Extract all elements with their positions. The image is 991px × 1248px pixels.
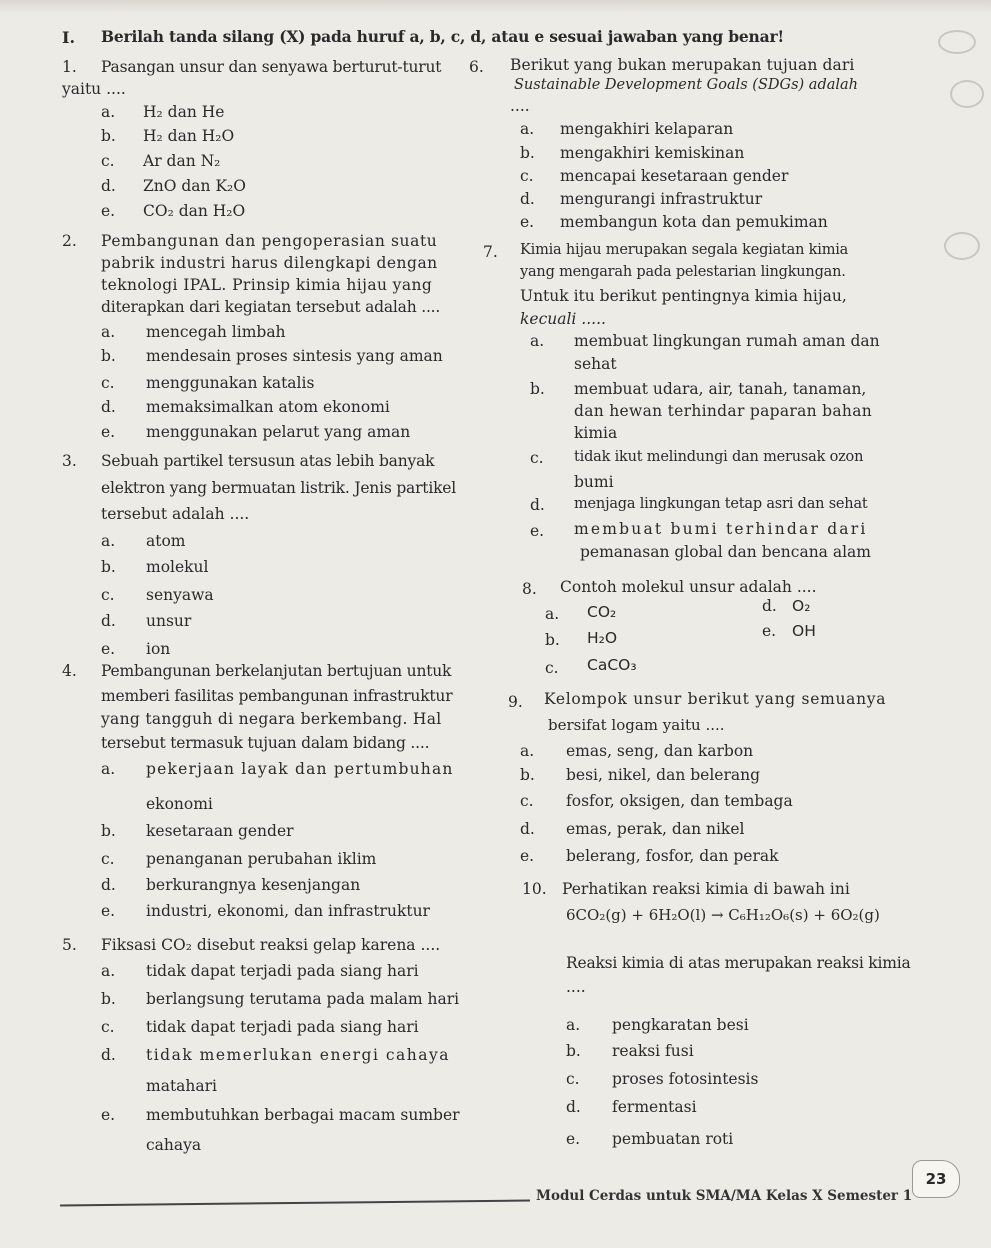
q4-option-d: berkurangnya kesenjangan bbox=[146, 876, 361, 894]
q4-number: 4. bbox=[62, 662, 77, 680]
margin-decoration bbox=[938, 30, 976, 54]
q5-option-d: tidak memerlukan energi cahaya bbox=[146, 1046, 450, 1064]
q7-stem: Kimia hijau merupakan segala kegiatan kimia bbox=[520, 242, 849, 258]
q9-option-letter: e. bbox=[520, 847, 535, 865]
q5-option-e: membutuhkan berbagai macam sumber bbox=[146, 1106, 460, 1124]
q6-option-b: mengakhiri kemiskinan bbox=[560, 144, 745, 162]
q3-option-letter: c. bbox=[101, 586, 115, 604]
section-number: I. bbox=[62, 28, 76, 47]
q1-option-letter: d. bbox=[101, 177, 116, 195]
q3-option-d: unsur bbox=[146, 612, 192, 630]
scan-edge bbox=[0, 0, 991, 14]
q8-option-letter: a. bbox=[545, 605, 560, 623]
q3-number: 3. bbox=[62, 452, 77, 470]
q6-option-letter: d. bbox=[520, 190, 535, 208]
q3-option-e: ion bbox=[146, 640, 171, 658]
q2-option-letter: c. bbox=[101, 374, 115, 392]
q5-option-letter: e. bbox=[101, 1106, 116, 1124]
q2-stem: pabrik industri harus dilengkapi dengan bbox=[101, 254, 438, 272]
q9-option-letter: b. bbox=[520, 766, 535, 784]
q1-option-a: H₂ dan He bbox=[143, 103, 225, 121]
q6-option-d: mengurangi infrastruktur bbox=[560, 190, 763, 208]
footer-rule bbox=[60, 1200, 530, 1207]
q7-option-c-cont: bumi bbox=[574, 473, 614, 491]
q4-option-a-cont: ekonomi bbox=[146, 795, 213, 813]
q3-option-letter: e. bbox=[101, 640, 116, 658]
q1-option-letter: c. bbox=[101, 152, 115, 170]
q1-stem: yaitu .... bbox=[62, 80, 126, 98]
q2-stem: teknologi IPAL. Prinsip kimia hijau yang bbox=[101, 276, 433, 294]
q7-option-letter: d. bbox=[530, 496, 545, 514]
q3-option-letter: d. bbox=[101, 612, 116, 630]
q2-option-letter: e. bbox=[101, 423, 116, 441]
q1-option-e: CO₂ dan H₂O bbox=[143, 202, 246, 220]
q7-option-letter: e. bbox=[530, 522, 545, 540]
q7-option-a: membuat lingkungan rumah aman dan bbox=[574, 332, 880, 350]
q1-option-letter: a. bbox=[101, 103, 116, 121]
q7-option-e: membuat bumi terhindar dari bbox=[574, 520, 868, 538]
q8-option-c: CaCO₃ bbox=[587, 656, 637, 674]
q8-option-d: O₂ bbox=[792, 597, 811, 615]
q10-option-letter: e. bbox=[566, 1130, 581, 1148]
q3-stem: tersebut adalah .... bbox=[101, 505, 250, 523]
q10-option-e: pembuatan roti bbox=[612, 1130, 734, 1148]
q4-option-b: kesetaraan gender bbox=[146, 822, 294, 840]
q2-option-c: menggunakan katalis bbox=[146, 374, 315, 392]
q9-option-b: besi, nikel, dan belerang bbox=[566, 766, 761, 784]
page-number: 23 bbox=[912, 1160, 960, 1198]
q9-option-a: emas, seng, dan karbon bbox=[566, 742, 754, 760]
q8-stem: Contoh molekul unsur adalah .... bbox=[560, 578, 817, 596]
q10-option-letter: d. bbox=[566, 1098, 581, 1116]
q9-option-letter: d. bbox=[520, 820, 535, 838]
q1-option-letter: b. bbox=[101, 127, 116, 145]
q3-option-letter: b. bbox=[101, 558, 116, 576]
q7-option-b: membuat udara, air, tanah, tanaman, bbox=[574, 380, 867, 398]
q7-option-d: menjaga lingkungan tetap asri dan sehat bbox=[574, 496, 868, 512]
q3-option-c: senyawa bbox=[146, 586, 214, 604]
q2-stem: Pembangunan dan pengoperasian suatu bbox=[101, 232, 438, 250]
q1-option-letter: e. bbox=[101, 202, 116, 220]
q9-option-d: emas, perak, dan nikel bbox=[566, 820, 745, 838]
q7-option-letter: b. bbox=[530, 380, 545, 398]
q8-option-a: CO₂ bbox=[587, 603, 617, 621]
q4-option-letter: c. bbox=[101, 850, 115, 868]
q5-option-letter: c. bbox=[101, 1018, 115, 1036]
q4-option-letter: d. bbox=[101, 876, 116, 894]
q10-option-letter: c. bbox=[566, 1070, 580, 1088]
q6-stem: Sustainable Development Goals (SDGs) adalah bbox=[514, 77, 858, 93]
q6-option-letter: b. bbox=[520, 144, 535, 162]
instruction: Berilah tanda silang (X) pada huruf a, b, c, d, atau e sesuai jawaban yang benar! bbox=[101, 27, 785, 46]
q8-option-letter: d. bbox=[762, 597, 777, 615]
q9-stem: bersifat logam yaitu .... bbox=[548, 716, 725, 734]
q4-option-c: penanganan perubahan iklim bbox=[146, 850, 377, 868]
margin-decoration bbox=[944, 232, 980, 260]
q7-option-letter: c. bbox=[530, 449, 544, 467]
q10-stem: .... bbox=[566, 978, 586, 996]
q6-option-c: mencapai kesetaraan gender bbox=[560, 167, 789, 185]
q1-number: 1. bbox=[62, 58, 77, 76]
q6-number: 6. bbox=[469, 58, 484, 76]
q5-option-a: tidak dapat terjadi pada siang hari bbox=[146, 962, 419, 980]
q5-option-letter: a. bbox=[101, 962, 116, 980]
q2-option-a: mencegah limbah bbox=[146, 323, 286, 341]
q10-option-letter: b. bbox=[566, 1042, 581, 1060]
q2-option-d: memaksimalkan atom ekonomi bbox=[146, 398, 390, 416]
q7-option-a-cont: sehat bbox=[574, 355, 617, 373]
q5-option-e-cont: cahaya bbox=[146, 1136, 202, 1154]
q5-option-letter: d. bbox=[101, 1046, 116, 1064]
q4-stem: Pembangunan berkelanjutan bertujuan untuk bbox=[101, 662, 452, 680]
q7-option-b-cont: dan hewan terhindar paparan bahan bbox=[574, 402, 873, 420]
q9-option-e: belerang, fosfor, dan perak bbox=[566, 847, 779, 865]
q5-option-letter: b. bbox=[101, 990, 116, 1008]
q10-option-d: fermentasi bbox=[612, 1098, 697, 1116]
q10-option-b: reaksi fusi bbox=[612, 1042, 694, 1060]
q8-option-letter: c. bbox=[545, 659, 559, 677]
q8-option-letter: b. bbox=[545, 631, 560, 649]
q1-option-c: Ar dan N₂ bbox=[143, 152, 221, 170]
footer-book-title: Modul Cerdas untuk SMA/MA Kelas X Semester 1 bbox=[536, 1188, 913, 1204]
q4-stem: memberi fasilitas pembangunan infrastruktur bbox=[101, 687, 453, 705]
q8-option-letter: e. bbox=[762, 622, 777, 640]
q7-option-e-cont: pemanasan global dan bencana alam bbox=[580, 543, 871, 561]
q5-stem: Fiksasi CO₂ disebut reaksi gelap karena .... bbox=[101, 936, 441, 954]
q2-number: 2. bbox=[62, 232, 77, 250]
q4-option-letter: b. bbox=[101, 822, 116, 840]
q6-option-e: membangun kota dan pemukiman bbox=[560, 213, 828, 231]
q3-option-b: molekul bbox=[146, 558, 209, 576]
q10-option-c: proses fotosintesis bbox=[612, 1070, 759, 1088]
q8-option-e: OH bbox=[792, 622, 816, 640]
q8-number: 8. bbox=[522, 580, 537, 598]
q5-option-d-cont: matahari bbox=[146, 1077, 217, 1095]
q10-number: 10. bbox=[522, 880, 547, 898]
q6-option-letter: c. bbox=[520, 167, 534, 185]
q3-stem: Sebuah partikel tersusun atas lebih banyak bbox=[101, 452, 435, 470]
q6-stem: Berikut yang bukan merupakan tujuan dari bbox=[510, 56, 855, 74]
q7-option-letter: a. bbox=[530, 332, 545, 350]
q9-option-c: fosfor, oksigen, dan tembaga bbox=[566, 792, 793, 810]
margin-decoration bbox=[950, 80, 984, 108]
q1-option-d: ZnO dan K₂O bbox=[143, 177, 246, 195]
q2-option-letter: b. bbox=[101, 347, 116, 365]
q7-stem: kecuali ..... bbox=[520, 310, 606, 328]
q7-stem: yang mengarah pada pelestarian lingkungan. bbox=[520, 264, 846, 280]
q7-stem: Untuk itu berikut pentingnya kimia hijau, bbox=[520, 287, 847, 305]
q2-option-e: menggunakan pelarut yang aman bbox=[146, 423, 411, 441]
q7-option-c: tidak ikut melindungi dan merusak ozon bbox=[574, 449, 864, 465]
q7-number: 7. bbox=[483, 243, 498, 261]
q2-option-letter: d. bbox=[101, 398, 116, 416]
q10-equation: 6CO₂(g) + 6H₂O(l) → C₆H₁₂O₆(s) + 6O₂(g) bbox=[566, 906, 880, 924]
q3-option-letter: a. bbox=[101, 532, 116, 550]
q10-stem: Perhatikan reaksi kimia di bawah ini bbox=[562, 880, 850, 898]
q10-option-letter: a. bbox=[566, 1016, 581, 1034]
q8-option-b: H₂O bbox=[587, 629, 618, 647]
q1-stem: Pasangan unsur dan senyawa berturut-turut bbox=[101, 58, 442, 76]
q9-option-letter: a. bbox=[520, 742, 535, 760]
q10-option-a: pengkaratan besi bbox=[612, 1016, 749, 1034]
q6-option-letter: a. bbox=[520, 120, 535, 138]
q4-option-letter: a. bbox=[101, 760, 116, 778]
q2-option-b: mendesain proses sintesis yang aman bbox=[146, 347, 443, 365]
q4-option-letter: e. bbox=[101, 902, 116, 920]
q9-stem: Kelompok unsur berikut yang semuanya bbox=[544, 690, 887, 708]
q5-option-c: tidak dapat terjadi pada siang hari bbox=[146, 1018, 419, 1036]
q5-number: 5. bbox=[62, 936, 77, 954]
q10-stem: Reaksi kimia di atas merupakan reaksi kimia bbox=[566, 954, 911, 972]
q7-option-b-cont: kimia bbox=[574, 424, 618, 442]
q9-option-letter: c. bbox=[520, 792, 534, 810]
q2-option-letter: a. bbox=[101, 323, 116, 341]
q3-stem: elektron yang bermuatan listrik. Jenis partikel bbox=[101, 479, 457, 497]
q4-option-e: industri, ekonomi, dan infrastruktur bbox=[146, 902, 430, 920]
q4-stem: tersebut termasuk tujuan dalam bidang .... bbox=[101, 734, 430, 752]
q3-option-a: atom bbox=[146, 532, 186, 550]
q1-option-b: H₂ dan H₂O bbox=[143, 127, 235, 145]
q5-option-b: berlangsung terutama pada malam hari bbox=[146, 990, 460, 1008]
q4-stem: yang tangguh di negara berkembang. Hal bbox=[101, 710, 442, 728]
q4-option-a: pekerjaan layak dan pertumbuhan bbox=[146, 760, 454, 778]
q2-stem: diterapkan dari kegiatan tersebut adalah .... bbox=[101, 298, 441, 316]
q6-stem: .... bbox=[510, 97, 530, 115]
q9-number: 9. bbox=[508, 693, 523, 711]
q6-option-letter: e. bbox=[520, 213, 535, 231]
q6-option-a: mengakhiri kelaparan bbox=[560, 120, 734, 138]
